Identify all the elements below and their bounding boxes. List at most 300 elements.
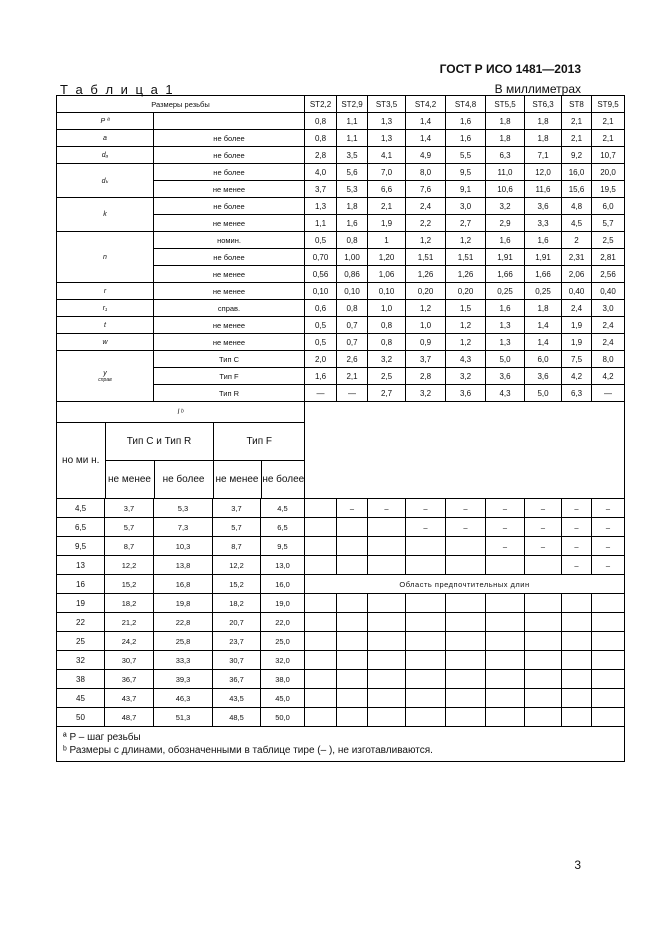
length-cell xyxy=(446,689,486,708)
not-manufactured-cell: – xyxy=(406,518,446,537)
size-header: ST6,3 xyxy=(525,96,562,113)
f-min: 23,7 xyxy=(213,632,261,651)
param-qualifier: не менее xyxy=(154,334,305,351)
param-value: 2,56 xyxy=(592,266,625,283)
param-qualifier: не менее xyxy=(154,283,305,300)
param-value: 1,00 xyxy=(337,249,368,266)
param-value: 0,8 xyxy=(337,232,368,249)
units-note: В миллиметрах xyxy=(494,82,581,96)
param-value: 1,6 xyxy=(305,368,337,385)
param-symbol: P ª xyxy=(57,113,154,130)
param-value: 11,0 xyxy=(486,164,525,181)
param-value: 2,5 xyxy=(592,232,625,249)
length-cell xyxy=(337,632,368,651)
f-min: 8,7 xyxy=(213,537,261,556)
f-min: 43,5 xyxy=(213,689,261,708)
f-max: 45,0 xyxy=(261,689,305,708)
thread-size-header: Размеры резьбы xyxy=(57,96,305,113)
param-row xyxy=(57,113,625,130)
cr-max: 5,3 xyxy=(154,499,213,518)
param-value: 11,6 xyxy=(525,181,562,198)
length-cell xyxy=(562,594,592,613)
length-cell xyxy=(446,670,486,689)
param-qualifier: Тип F xyxy=(154,368,305,385)
length-cell xyxy=(368,670,406,689)
param-value: 0,10 xyxy=(305,283,337,300)
param-value: 2,06 xyxy=(562,266,592,283)
cr-max: 33,3 xyxy=(154,651,213,670)
nominal-length: 45 xyxy=(57,689,105,708)
param-value: 10,7 xyxy=(592,147,625,164)
param-value: 2,7 xyxy=(446,215,486,232)
length-cell xyxy=(592,651,625,670)
nominal-length: 25 xyxy=(57,632,105,651)
param-row xyxy=(57,334,625,351)
param-qualifier: не менее xyxy=(154,266,305,283)
f-min: 12,2 xyxy=(213,556,261,575)
param-value: 1,6 xyxy=(486,232,525,249)
nominal-length: 4,5 xyxy=(57,499,105,518)
length-cell xyxy=(305,632,337,651)
param-value: 0,40 xyxy=(562,283,592,300)
not-manufactured-cell: – xyxy=(486,499,525,518)
size-header: ST3,5 xyxy=(368,96,406,113)
param-value: 2,0 xyxy=(305,351,337,368)
param-value: 2,6 xyxy=(337,351,368,368)
not-manufactured-cell: – xyxy=(592,556,625,575)
param-symbol: dₖ xyxy=(57,164,154,198)
cr-max: 10,3 xyxy=(154,537,213,556)
param-value: 2,1 xyxy=(562,130,592,147)
param-qualifier: не более xyxy=(154,164,305,181)
param-value: 1,20 xyxy=(368,249,406,266)
param-qualifier: справ. xyxy=(154,300,305,317)
size-header: ST2,9 xyxy=(337,96,368,113)
length-row xyxy=(57,613,625,632)
param-symbol-note: справ xyxy=(98,376,112,383)
length-cell xyxy=(562,613,592,632)
param-value: 2,8 xyxy=(305,147,337,164)
length-row xyxy=(57,575,625,594)
param-value: 2,7 xyxy=(368,385,406,402)
cr-max: 7,3 xyxy=(154,518,213,537)
param-value: 9,1 xyxy=(446,181,486,198)
cr-min: 12,2 xyxy=(105,556,154,575)
header-row xyxy=(57,96,625,113)
length-cell xyxy=(406,594,446,613)
param-value: 0,8 xyxy=(337,300,368,317)
param-value: 0,20 xyxy=(446,283,486,300)
cr-min: 30,7 xyxy=(105,651,154,670)
not-manufactured-cell: – xyxy=(562,537,592,556)
not-manufactured-cell: – xyxy=(446,499,486,518)
param-value: 1,91 xyxy=(486,249,525,266)
cr-min: 18,2 xyxy=(105,594,154,613)
min-label: не менее xyxy=(105,461,154,499)
not-manufactured-cell: – xyxy=(486,518,525,537)
cr-min: 3,7 xyxy=(105,499,154,518)
length-cell xyxy=(406,556,446,575)
param-value: 3,6 xyxy=(486,368,525,385)
param-value: 1,06 xyxy=(368,266,406,283)
param-value: 7,5 xyxy=(562,351,592,368)
nominal-length: 19 xyxy=(57,594,105,613)
param-value: 4,3 xyxy=(486,385,525,402)
length-cell xyxy=(305,689,337,708)
param-value: 7,0 xyxy=(368,164,406,181)
param-value: 3,0 xyxy=(592,300,625,317)
length-cell xyxy=(337,556,368,575)
param-row xyxy=(57,130,625,147)
nominal-length: 16 xyxy=(57,575,105,594)
not-manufactured-cell: – xyxy=(525,537,562,556)
param-qualifier xyxy=(154,113,305,130)
param-symbol: n xyxy=(57,232,154,283)
length-cell xyxy=(486,689,525,708)
param-symbol xyxy=(57,351,154,402)
param-value: 8,0 xyxy=(592,351,625,368)
param-value: 1,8 xyxy=(337,198,368,215)
length-cell xyxy=(368,632,406,651)
param-value: 5,0 xyxy=(525,385,562,402)
f-max: 19,0 xyxy=(261,594,305,613)
length-cell xyxy=(337,537,368,556)
param-value: 0,9 xyxy=(406,334,446,351)
param-value: 2,1 xyxy=(337,368,368,385)
footnote: ᵇ Размеры с длинами, обозначенными в таблице тире (– ), не изготавливаются. xyxy=(63,745,433,756)
param-value: 1,8 xyxy=(486,113,525,130)
length-cell xyxy=(406,632,446,651)
length-cell xyxy=(368,537,406,556)
min-label: не менее xyxy=(213,461,261,499)
param-value: 1,3 xyxy=(305,198,337,215)
param-value: 0,86 xyxy=(337,266,368,283)
length-cell xyxy=(446,537,486,556)
param-symbol: t xyxy=(57,317,154,334)
param-value: 0,7 xyxy=(337,334,368,351)
param-symbol: k xyxy=(57,198,154,232)
not-manufactured-cell: – xyxy=(486,537,525,556)
length-cell xyxy=(368,613,406,632)
param-value: 1,51 xyxy=(406,249,446,266)
length-cell xyxy=(305,518,337,537)
length-cell xyxy=(305,708,337,727)
param-value: 1,6 xyxy=(337,215,368,232)
param-value: 1,8 xyxy=(525,300,562,317)
param-value: 5,7 xyxy=(592,215,625,232)
param-value: 1,1 xyxy=(337,113,368,130)
param-value: 3,0 xyxy=(446,198,486,215)
dimensions-table xyxy=(56,95,625,762)
param-value: 7,1 xyxy=(525,147,562,164)
param-value: — xyxy=(337,385,368,402)
f-min: 36,7 xyxy=(213,670,261,689)
cr-max: 51,3 xyxy=(154,708,213,727)
length-cell xyxy=(592,632,625,651)
length-cell xyxy=(305,594,337,613)
param-qualifier: Тип R xyxy=(154,385,305,402)
param-value: 0,8 xyxy=(368,317,406,334)
max-label: не более xyxy=(261,461,305,499)
length-cell xyxy=(368,594,406,613)
param-value: 2,4 xyxy=(592,334,625,351)
param-value: 1,66 xyxy=(525,266,562,283)
length-row xyxy=(57,518,625,537)
param-value: 1,26 xyxy=(446,266,486,283)
param-value: 4,2 xyxy=(562,368,592,385)
size-header: ST8 xyxy=(562,96,592,113)
length-row xyxy=(57,499,625,518)
param-value: 2,4 xyxy=(592,317,625,334)
length-cell xyxy=(337,708,368,727)
length-row xyxy=(57,537,625,556)
length-cell xyxy=(406,670,446,689)
param-row xyxy=(57,198,625,215)
param-value: 1,2 xyxy=(446,317,486,334)
cr-min: 5,7 xyxy=(105,518,154,537)
param-value: 12,0 xyxy=(525,164,562,181)
type-f-label: Тип F xyxy=(213,423,305,461)
param-value: 2,31 xyxy=(562,249,592,266)
param-value: 1,3 xyxy=(486,334,525,351)
param-symbol-main: y xyxy=(103,369,107,377)
param-qualifier: не более xyxy=(154,130,305,147)
length-cell xyxy=(337,613,368,632)
param-value: 1,2 xyxy=(406,232,446,249)
param-qualifier: не менее xyxy=(154,215,305,232)
param-row xyxy=(57,232,625,249)
param-value: 0,20 xyxy=(406,283,446,300)
param-value: 1,3 xyxy=(368,113,406,130)
param-value: 19,5 xyxy=(592,181,625,198)
not-manufactured-cell: – xyxy=(337,499,368,518)
param-value: 0,8 xyxy=(368,334,406,351)
cr-min: 24,2 xyxy=(105,632,154,651)
length-symbol: l ᵇ xyxy=(57,402,305,423)
length-cell xyxy=(525,594,562,613)
param-value: 1,3 xyxy=(486,317,525,334)
f-max: 9,5 xyxy=(261,537,305,556)
size-header: ST5,5 xyxy=(486,96,525,113)
length-cell xyxy=(337,594,368,613)
length-row xyxy=(57,689,625,708)
length-cell xyxy=(406,708,446,727)
param-symbol: r₁ xyxy=(57,300,154,317)
cr-min: 21,2 xyxy=(105,613,154,632)
length-cell xyxy=(525,651,562,670)
param-qualifier: не более xyxy=(154,198,305,215)
param-value: 1,8 xyxy=(486,130,525,147)
length-cell xyxy=(592,594,625,613)
param-value: 4,9 xyxy=(406,147,446,164)
cr-min: 15,2 xyxy=(105,575,154,594)
length-cell xyxy=(368,651,406,670)
type-cr-label: Тип C и Тип R xyxy=(105,423,213,461)
length-cell xyxy=(562,689,592,708)
param-row xyxy=(57,164,625,181)
length-cell xyxy=(525,632,562,651)
cr-min: 8,7 xyxy=(105,537,154,556)
nominal-length: 6,5 xyxy=(57,518,105,537)
param-value: 0,40 xyxy=(592,283,625,300)
param-value: 1,4 xyxy=(406,130,446,147)
param-value: 2,4 xyxy=(406,198,446,215)
cr-max: 13,8 xyxy=(154,556,213,575)
cr-max: 46,3 xyxy=(154,689,213,708)
param-value: 4,8 xyxy=(562,198,592,215)
param-value: — xyxy=(305,385,337,402)
param-symbol: r xyxy=(57,283,154,300)
param-value: 5,3 xyxy=(337,181,368,198)
param-value: 2 xyxy=(562,232,592,249)
param-value: 0,56 xyxy=(305,266,337,283)
param-value: 6,0 xyxy=(525,351,562,368)
length-cell xyxy=(486,632,525,651)
param-value: 1,4 xyxy=(525,334,562,351)
param-value: 1,2 xyxy=(446,232,486,249)
not-manufactured-cell: – xyxy=(562,556,592,575)
param-value: 2,1 xyxy=(562,113,592,130)
length-cell xyxy=(486,556,525,575)
param-value: 1,8 xyxy=(525,130,562,147)
param-qualifier: не более xyxy=(154,249,305,266)
param-value: 0,6 xyxy=(305,300,337,317)
length-cell xyxy=(562,651,592,670)
footnotes xyxy=(57,727,625,762)
not-manufactured-cell: – xyxy=(592,537,625,556)
not-manufactured-cell: – xyxy=(592,518,625,537)
param-value: 3,3 xyxy=(525,215,562,232)
length-cell xyxy=(592,708,625,727)
param-value: 1,4 xyxy=(525,317,562,334)
param-value: 0,8 xyxy=(305,130,337,147)
length-cell xyxy=(562,670,592,689)
footnote-row xyxy=(57,727,625,762)
param-value: 0,5 xyxy=(305,317,337,334)
length-cell xyxy=(406,613,446,632)
param-value: 9,5 xyxy=(446,164,486,181)
param-value: 8,0 xyxy=(406,164,446,181)
param-value: 4,2 xyxy=(592,368,625,385)
nominal-label: но ми н. xyxy=(57,423,105,498)
param-value: 1,2 xyxy=(406,300,446,317)
param-value: 4,5 xyxy=(562,215,592,232)
nominal-length: 22 xyxy=(57,613,105,632)
param-row xyxy=(57,300,625,317)
param-value: 3,6 xyxy=(525,198,562,215)
param-value: 1,6 xyxy=(525,232,562,249)
f-min: 15,2 xyxy=(213,575,261,594)
cr-max: 22,8 xyxy=(154,613,213,632)
param-value: 0,25 xyxy=(525,283,562,300)
param-qualifier: не менее xyxy=(154,181,305,198)
length-cell xyxy=(592,689,625,708)
param-value: 1,8 xyxy=(525,113,562,130)
cr-max: 25,8 xyxy=(154,632,213,651)
length-cell xyxy=(562,632,592,651)
length-cell xyxy=(486,708,525,727)
param-value: 0,70 xyxy=(305,249,337,266)
param-value: 1,3 xyxy=(368,130,406,147)
f-max: 4,5 xyxy=(261,499,305,518)
param-value: 3,2 xyxy=(486,198,525,215)
param-value: 3,2 xyxy=(406,385,446,402)
param-value: 3,2 xyxy=(368,351,406,368)
param-row xyxy=(57,351,625,368)
param-value: 1,6 xyxy=(486,300,525,317)
param-value: 1,26 xyxy=(406,266,446,283)
length-row xyxy=(57,651,625,670)
not-manufactured-cell: – xyxy=(368,499,406,518)
param-value: 2,9 xyxy=(486,215,525,232)
param-value: 2,8 xyxy=(406,368,446,385)
param-value: 2,1 xyxy=(592,130,625,147)
f-max: 22,0 xyxy=(261,613,305,632)
param-qualifier: номин. xyxy=(154,232,305,249)
preferred-area-label: Область предпочтительных длин xyxy=(305,575,625,594)
f-max: 38,0 xyxy=(261,670,305,689)
not-manufactured-cell: – xyxy=(562,499,592,518)
param-value: 0,8 xyxy=(305,113,337,130)
param-value: 2,1 xyxy=(368,198,406,215)
param-value: 1,51 xyxy=(446,249,486,266)
length-row xyxy=(57,708,625,727)
f-min: 3,7 xyxy=(213,499,261,518)
param-value: 0,25 xyxy=(486,283,525,300)
nominal-length: 13 xyxy=(57,556,105,575)
page-number: 3 xyxy=(574,858,581,872)
f-max: 13,0 xyxy=(261,556,305,575)
param-value: 10,6 xyxy=(486,181,525,198)
param-value: 2,5 xyxy=(368,368,406,385)
param-value: 0,7 xyxy=(337,317,368,334)
param-value: 1,0 xyxy=(406,317,446,334)
length-row xyxy=(57,632,625,651)
length-row xyxy=(57,594,625,613)
param-value: 5,6 xyxy=(337,164,368,181)
not-manufactured-cell: – xyxy=(592,499,625,518)
length-cell xyxy=(337,689,368,708)
cr-max: 16,8 xyxy=(154,575,213,594)
length-cell xyxy=(446,632,486,651)
length-cell xyxy=(525,556,562,575)
length-cell xyxy=(446,651,486,670)
param-value: 1,66 xyxy=(486,266,525,283)
cr-max: 39,3 xyxy=(154,670,213,689)
footnote: ª P – шаг резьбы xyxy=(63,732,141,743)
not-manufactured-cell: – xyxy=(525,499,562,518)
document-code: ГОСТ Р ИСО 1481—2013 xyxy=(439,62,581,76)
param-value: 3,7 xyxy=(406,351,446,368)
param-value: 1,0 xyxy=(368,300,406,317)
f-max: 32,0 xyxy=(261,651,305,670)
param-value: 5,5 xyxy=(446,147,486,164)
size-header: ST9,5 xyxy=(592,96,625,113)
length-subheader xyxy=(57,423,305,498)
length-cell xyxy=(305,651,337,670)
not-manufactured-cell: – xyxy=(562,518,592,537)
length-cell xyxy=(592,613,625,632)
length-cell xyxy=(486,594,525,613)
cr-min: 43,7 xyxy=(105,689,154,708)
nominal-header xyxy=(57,423,305,499)
length-cell xyxy=(406,537,446,556)
param-value: 1,9 xyxy=(368,215,406,232)
length-cell xyxy=(525,689,562,708)
length-cell xyxy=(305,556,337,575)
cr-max: 19,8 xyxy=(154,594,213,613)
length-cell xyxy=(525,708,562,727)
